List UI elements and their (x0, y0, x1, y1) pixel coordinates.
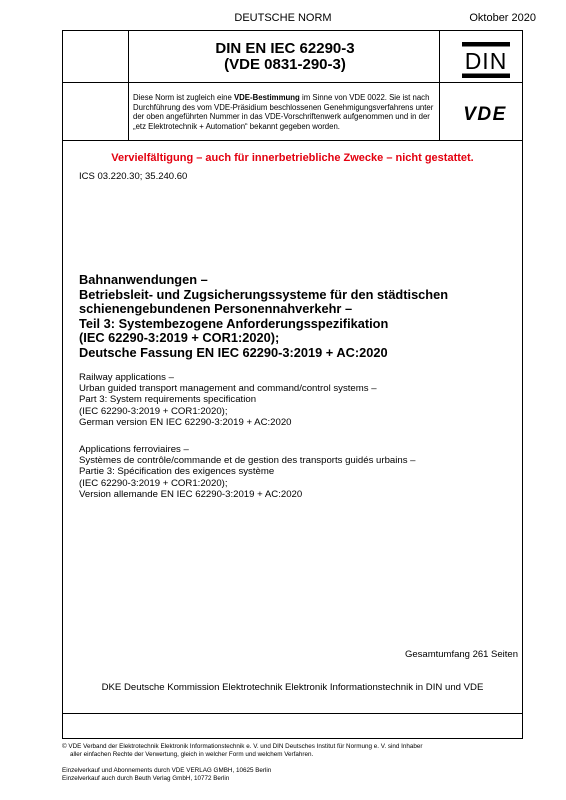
title-english-line: Railway applications – (79, 372, 174, 383)
title-french (79, 444, 519, 500)
vde-bestimmung-term: VDE-Bestimmung (233, 93, 300, 102)
title-english-line: Part 3: System requirements specification (79, 394, 257, 406)
document-type-label: DEUTSCHE NORM (234, 12, 332, 24)
divider-right-column (439, 30, 440, 140)
vde-notice: Diese Norm ist zugleich eine VDE-Bestimmung im Sinne von VDE 0022. Sie ist nach Durchführung des vom VDE-Präsidium beschlossenen Genehmigungsverfahrens unter der oben angeführten Nummer in das VDE-Vorschriftenwerk aufgenommen und in der „etz Elektrotechnik + Automation“ bekannt gegeben worden. (133, 93, 434, 131)
divider-bottom (62, 713, 523, 714)
divider-left-column (128, 30, 129, 140)
title-english-line: (IEC 62290-3:2019 + COR1:2020); (79, 405, 228, 417)
title-german-line: Teil 3: Systembezogene Anforderungsspezifikation (79, 315, 389, 331)
divider-top (62, 82, 523, 83)
divider-notice (62, 140, 523, 141)
sales-line: Einzelverkauf und Abonnements durch VDE VERLAG GMBH, 10625 Berlin (62, 767, 272, 774)
title-english-line: German version EN IEC 62290-3:2019 + AC:2020 (79, 416, 292, 428)
title-french-line: (IEC 62290-3:2019 + COR1:2020); (79, 477, 228, 489)
title-english (79, 372, 519, 428)
total-pages: Gesamtumfang 261 Seiten (404, 649, 518, 660)
title-french-line: Systèmes de contrôle/commande et de gestion des transports guidés urbains – (79, 455, 416, 467)
title-german-line: (IEC 62290-3:2019 + COR1:2020); (79, 330, 280, 345)
title-english-line: Urban guided transport management and command/control systems – (79, 383, 377, 395)
copyright-line: © VDE Verband der Elektrotechnik Elektronik Informationstechnik e. V. und DIN Deutsches Institut für Normung e. V. sind Inhaber (62, 743, 423, 750)
vde-logo (453, 104, 517, 122)
copyright-notice (62, 743, 532, 758)
sales-info (62, 767, 362, 783)
title-german (79, 273, 519, 360)
document-number (140, 41, 430, 73)
title-german-line: Bahnanwendungen – (79, 272, 208, 287)
vde-number: (VDE 0831-290-3) (224, 56, 346, 73)
title-german-line: Deutsche Fassung EN IEC 62290-3:2019 + AC:2020 (79, 344, 388, 360)
title-french-line: Applications ferroviaires – (79, 444, 189, 455)
ics-codes: ICS 03.220.30; 35.240.60 (79, 171, 188, 182)
title-german-line: schienengebundenen Personennahverkehr – (79, 301, 353, 316)
publication-date: Oktober 2020 (469, 12, 536, 24)
standard-number: DIN EN IEC 62290-3 (215, 40, 355, 57)
dke-committee: DKE Deutsche Kommission Elektrotechnik Elektronik Informationstechnik in DIN und VDE (101, 682, 484, 693)
reproduction-warning: Vervielfältigung – auch für innerbetriebliche Zwecke – nicht gestattet. (111, 152, 474, 164)
copyright-line: aller einfachen Rechte der Verwertung, gleich in welcher Form und welchem Verfahren. (70, 750, 314, 758)
din-logo-text: DIN (464, 48, 508, 74)
title-french-line: Version allemande EN IEC 62290-3:2019 + AC:2020 (79, 488, 303, 500)
title-french-line: Partie 3: Spécification des exigences système (79, 466, 275, 478)
vde-logo-text: VDE (463, 104, 507, 122)
din-logo (461, 41, 511, 79)
sales-line: Einzelverkauf auch durch Beuth Verlag GmbH, 10772 Berlin (62, 775, 230, 782)
title-german-line: Betriebsleit- und Zugsicherungssysteme für den städtischen (79, 286, 449, 302)
